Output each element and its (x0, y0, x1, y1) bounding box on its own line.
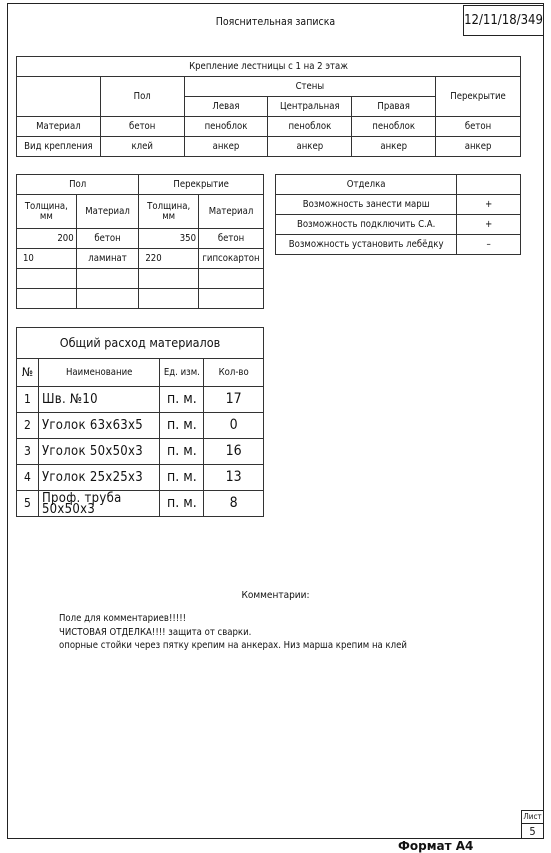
cell: пеноблок (268, 117, 352, 137)
fixing-ceiling-header: Перекрытие (436, 77, 521, 117)
finish-table (275, 174, 521, 255)
thickness-header: Толщина, мм (139, 195, 199, 229)
cell (199, 269, 264, 289)
table-row (17, 269, 264, 289)
material-qty: 16 (204, 439, 264, 465)
cell: пеноблок (184, 117, 268, 137)
cell: пеноблок (352, 117, 436, 137)
material-name: Уголок 63х63х5 (38, 413, 160, 439)
table-row (17, 413, 264, 439)
comments-title: Комментарии: (241, 590, 310, 601)
finish-value: + (457, 195, 521, 215)
cell (17, 269, 77, 289)
table-row (17, 249, 264, 269)
row-number: 2 (17, 413, 39, 439)
cell (76, 289, 139, 309)
materials-table (16, 327, 264, 517)
cell: 10 (17, 249, 77, 269)
cell (139, 289, 199, 309)
material-unit: п. м. (160, 465, 204, 491)
sheet-label: Лист (523, 812, 542, 821)
cell: клей (100, 137, 184, 157)
finish-label: Возможность подключить С.А. (276, 215, 457, 235)
cell: анкер (352, 137, 436, 157)
fixing-walls-header: Стены (184, 77, 436, 97)
material-unit: п. м. (160, 491, 204, 517)
fixing-table (16, 56, 521, 157)
row-number: 1 (17, 387, 39, 413)
fixing-center-header: Центральная (268, 97, 352, 117)
format-label: Формат А4 (398, 839, 474, 853)
material-header: Материал (76, 195, 139, 229)
finish-label: Возможность установить лебёдку (276, 235, 457, 255)
layers-ceiling-header: Перекрытие (139, 175, 264, 195)
row-number: 4 (17, 465, 39, 491)
table-row (17, 137, 521, 157)
material-qty: 17 (204, 387, 264, 413)
document-number: 12/11/18/349 (463, 5, 544, 36)
material-unit: п. м. (160, 387, 204, 413)
cell: гипсокартон (199, 249, 264, 269)
layers-floor-header: Пол (17, 175, 139, 195)
materials-title: Общий расход материалов (17, 328, 264, 359)
table-row (17, 117, 521, 137)
material-header: Материал (199, 195, 264, 229)
comment-line: опорные стойки через пятку крепим на анкерах. Низ марша крепим на клей (59, 640, 407, 651)
cell: 350 (139, 229, 199, 249)
cell: бетон (199, 229, 264, 249)
cell (76, 269, 139, 289)
material-name: Уголок 50х50х3 (38, 439, 160, 465)
table-row (17, 491, 264, 517)
sheet-divider (522, 823, 543, 824)
comments-block (59, 612, 407, 653)
table-row (276, 195, 521, 215)
finish-label: Возможность занести марш (276, 195, 457, 215)
fixing-corner (17, 77, 101, 117)
document-title: Пояснительная записка (215, 16, 336, 28)
table-row (17, 439, 264, 465)
material-qty: 8 (204, 491, 264, 517)
col-unit-header: Ед. изм. (160, 359, 204, 387)
thickness-header: Толщина, мм (17, 195, 77, 229)
row-number: 3 (17, 439, 39, 465)
table-row (17, 229, 264, 249)
fixing-floor-header: Пол (100, 77, 184, 117)
fixing-right-header: Правая (352, 97, 436, 117)
row-label: Материал (17, 117, 101, 137)
cell: анкер (268, 137, 352, 157)
material-name: Уголок 25х25х3 (38, 465, 160, 491)
cell: анкер (436, 137, 521, 157)
material-qty: 13 (204, 465, 264, 491)
sheet-number: 5 (529, 825, 536, 838)
finish-header-empty (457, 175, 521, 195)
col-qty-header: Кол-во (204, 359, 264, 387)
finish-value: – (457, 235, 521, 255)
table-row (276, 215, 521, 235)
comment-line: Поле для комментариев!!!!! (59, 613, 187, 624)
table-row (17, 289, 264, 309)
col-name-header: Наименование (38, 359, 160, 387)
cell (17, 289, 77, 309)
finish-title: Отделка (276, 175, 457, 195)
material-name: Проф. труба 50х50х3 (38, 491, 160, 517)
comment-line: ЧИСТОВАЯ ОТДЕЛКА!!!! защита от сварки. (59, 626, 252, 638)
finish-value: + (457, 215, 521, 235)
material-qty: 0 (204, 413, 264, 439)
cell (199, 289, 264, 309)
cell: бетон (76, 229, 139, 249)
material-unit: п. м. (160, 439, 204, 465)
cell: бетон (100, 117, 184, 137)
material-unit: п. м. (160, 413, 204, 439)
fixing-left-header: Левая (184, 97, 268, 117)
layers-table (16, 174, 264, 309)
cell: 220 (139, 249, 199, 269)
table-row (17, 465, 264, 491)
row-label: Вид крепления (17, 137, 101, 157)
cell: ламинат (76, 249, 139, 269)
row-number: 5 (17, 491, 39, 517)
cell: бетон (436, 117, 521, 137)
table-row (276, 235, 521, 255)
sheet-box (521, 810, 544, 839)
cell (139, 269, 199, 289)
fixing-caption: Крепление лестницы с 1 на 2 этаж (17, 57, 521, 77)
cell: 200 (17, 229, 77, 249)
material-name: Шв. №10 (38, 387, 160, 413)
table-row (17, 387, 264, 413)
col-no-header: № (17, 359, 39, 387)
cell: анкер (184, 137, 268, 157)
